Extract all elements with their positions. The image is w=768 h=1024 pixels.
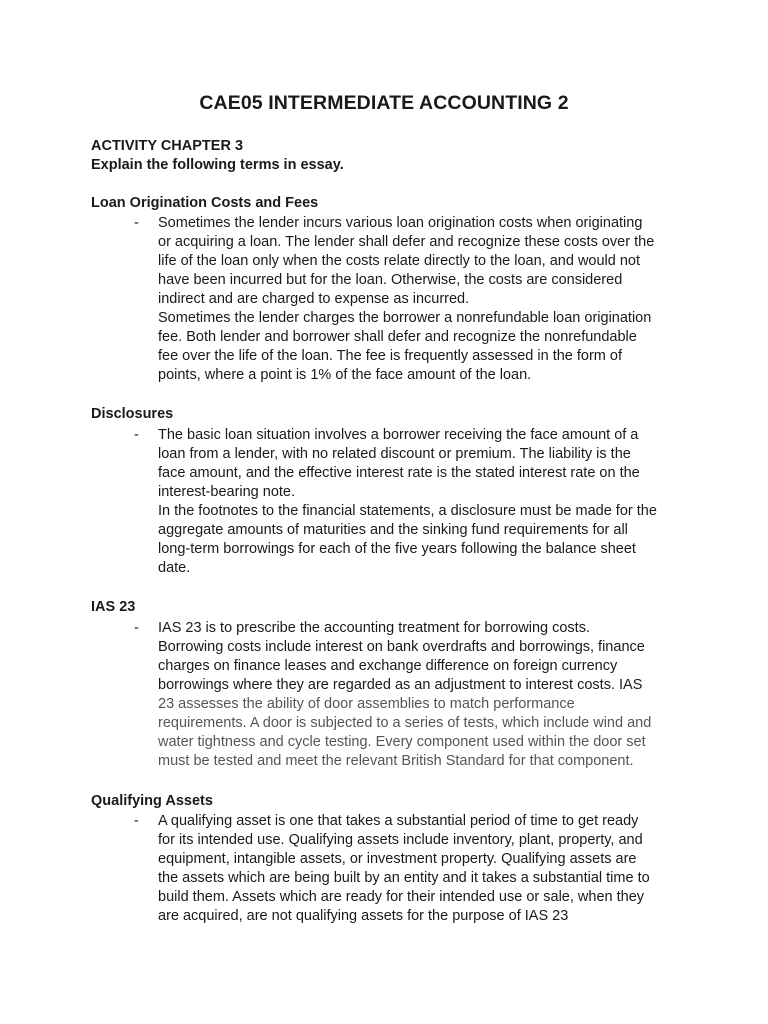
bullet-dash: - bbox=[134, 813, 139, 829]
section-heading-loan-origination: Loan Origination Costs and Fees bbox=[91, 195, 319, 211]
paragraph: IAS 23 is to prescribe the accounting treatment for borrowing costs. Borrowing costs include interest on bank overdrafts and borrowings, finance charges on finance leases and exchange difference on foreign currency borrowings where they are regarded as an adjustment to interest costs. IAS bbox=[158, 620, 645, 693]
paragraph: A qualifying asset is one that takes a substantial period of time to get ready for its intended use. Qualifying assets include inventory, plant, property, and equipment, intangible assets, or investment property. Qualifying assets are the assets which are being built by an entity and it takes a substantial time to build them. Assets which are ready for their intended use or sale, when they are acquired, are not qualifying assets for the purpose of IAS 23 bbox=[158, 813, 650, 924]
section-body-disclosures bbox=[91, 426, 691, 578]
section-body-ias23 bbox=[91, 619, 691, 771]
paragraph: 23 assesses the ability of door assemblies to match performance requirements. A door is subjected to a series of tests, which include wind and water tightness and cycle testing. Every component used within the door set must be tested and meet the relevant British Standard for that component. bbox=[158, 696, 652, 769]
paragraph: Sometimes the lender charges the borrower a nonrefundable loan origination fee. Both lender and borrower shall defer and recognize the nonrefundable fee over the life of the loan. The fee is frequently assessed in the form of points, where a point is 1% of the face amount of the loan. bbox=[158, 310, 652, 383]
document-title: CAE05 INTERMEDIATE ACCOUNTING 2 bbox=[199, 92, 569, 114]
bullet-dash: - bbox=[134, 427, 139, 443]
paragraph: Sometimes the lender incurs various loan origination costs when originating or acquiring a loan. The lender shall defer and recognize these costs over the life of the loan only when the costs relate directly to the loan, and would not have been incurred but for the loan. Otherwise, the costs are considered indirect and are charged to expense as incurred. bbox=[158, 215, 655, 307]
section-heading-ias23: IAS 23 bbox=[91, 599, 136, 615]
paragraph: The basic loan situation involves a borrower receiving the face amount of a loan from a lender, with no related discount or premium. The liability is the face amount, and the effective interest rate is the stated interest rate on the interest-bearing note. bbox=[158, 427, 640, 500]
paragraph: In the footnotes to the financial statements, a disclosure must be made for the aggregate amounts of maturities and the sinking fund requirements for all long-term borrowings for each of the five years following the balance sheet date. bbox=[158, 503, 657, 576]
bullet-dash: - bbox=[134, 215, 139, 231]
section-heading-disclosures: Disclosures bbox=[91, 406, 174, 422]
section-body-loan-origination bbox=[91, 214, 691, 385]
activity-heading: ACTIVITY CHAPTER 3 bbox=[91, 138, 244, 154]
section-body-qualifying-assets bbox=[91, 812, 691, 926]
section-heading-qualifying-assets: Qualifying Assets bbox=[91, 793, 213, 809]
bullet-dash: - bbox=[134, 620, 139, 636]
instruction-text: Explain the following terms in essay. bbox=[91, 157, 344, 173]
